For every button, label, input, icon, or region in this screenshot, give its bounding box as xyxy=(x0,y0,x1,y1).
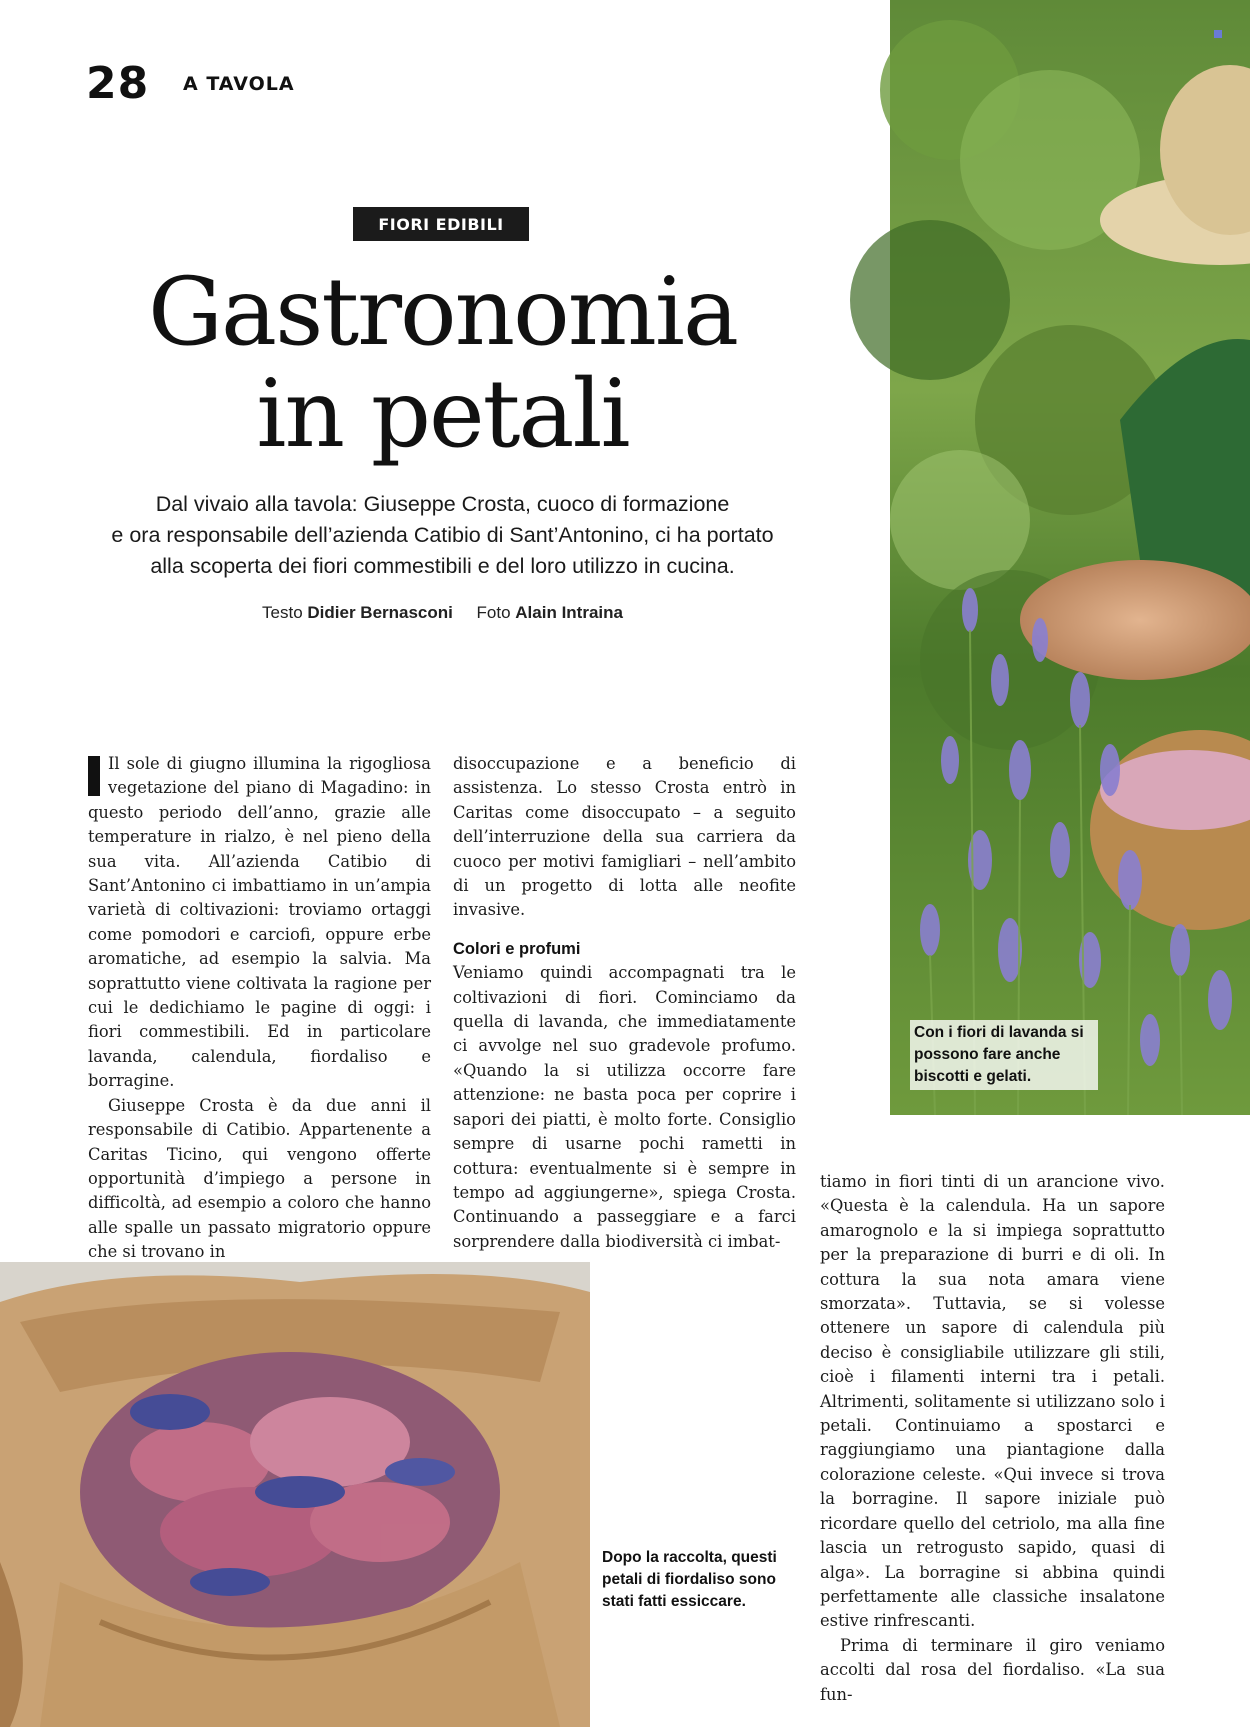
rubric-label: FIORI EDIBILI xyxy=(378,214,504,234)
petal-bag-caption: Dopo la raccolta, questi petali di fiordaliso sono stati fatti essiccare. xyxy=(602,1549,777,1610)
lavender-photo xyxy=(890,0,1250,1115)
body-column-2 xyxy=(453,752,796,1251)
photo-credit-label: Foto xyxy=(476,603,511,622)
lavender-caption: Con i fiori di lavanda si possono fare anche biscotti e gelati. xyxy=(910,1020,1098,1090)
body-column-1 xyxy=(88,752,431,1262)
body-paragraph: tiamo in fiori tinti di un arancione vivo. «Questa è la calendula. Ha un sapore amarognolo e la si impiega soprattutto per la preparazione di burri e di oli. In cottura la sua nota amara viene smorzata». Tuttavia, se si volesse ottenere un sapore di calendula più deciso è consigliabile utilizzare gli stili, cioè i filamenti interni tra i petali. Altrimenti, solitamente si utilizzano solo i petali. Continuiamo a spostarci e raggiungiamo una piantagione dalla colorazione celeste. «Qui invece si trova la borragine. Il sapore iniziale può ricordare quello del cetriolo, ma alla fine lascia un retrogusto sapido, quasi di alga». La borragine si abbina quindi perfettamente alle classiche insalatone estive rinfrescanti. xyxy=(820,1172,1165,1631)
text-credit-label: Testo xyxy=(262,603,303,622)
corner-mark xyxy=(1214,30,1222,38)
paragraph-text: Il sole di giugno illumina la rigogliosa vegetazione del piano di Magadino: in questo periodo dell’anno, grazie alle temperature in rialzo, è nel pieno della sua vita. All’azienda Catibio di Sant’Antonino ci imbattiamo in un’ampia varietà di coltivazioni: troviamo ortaggi come pomodori e carciofi, oppure erbe aromatiche, ad esempio la salvia. Ma soprattutto viene coltivata la ragione per cui le dedichiamo le pagine di oggi: i fiori commestibili. Ed in particolare lavanda, calendula, fiordaliso e borragine. xyxy=(88,754,431,1091)
photo-author: Alain Intraina xyxy=(515,603,623,622)
section-label: A TAVOLA xyxy=(183,73,295,95)
rubric-badge xyxy=(353,207,529,241)
lead-line-1: Dal vivaio alla tavola: Giuseppe Crosta, cuoco di formazione xyxy=(155,492,730,516)
subheading: Colori e profumi xyxy=(453,939,581,958)
lead-line-3: alla scoperta dei fiori commestibili e del loro utilizzo in cucina. xyxy=(150,554,735,578)
title-line-1: Gastronomia xyxy=(147,258,738,367)
article-lead xyxy=(60,489,825,582)
body-column-3 xyxy=(820,1170,1165,1704)
text-author: Didier Bernasconi xyxy=(307,603,453,622)
body-paragraph: Giuseppe Crosta è da due anni il responsabile di Catibio. Appartenente a Caritas Ticino, qui vengono offerte opportunità d’impiego a persone in difficoltà, ad esempio a coloro che hanno alle spalle un passato migratorio oppure che si trovano in xyxy=(88,1095,431,1262)
body-paragraph: Veniamo quindi accompagnati tra le coltivazioni di fiori. Cominciamo da quella di lavanda, che immediatamente ci avvolge nel suo gradevole profumo. «Quando la si utilizza occorre fare attenzione: ne basta poca per coprire i sapori dei piatti, è molto forte. Consiglio sempre di usarne pochi rametti in cottura: eventualmente si è sempre in tempo ad aggiungerne», spiega Crosta. Continuando a passeggiare e a farci sorprendere dalla biodiversità ci imbat- xyxy=(453,963,796,1251)
article-title xyxy=(60,258,825,469)
body-paragraph: Prima di terminare il giro veniamo accolti dal rosa del fiordaliso. «La sua fun- xyxy=(820,1635,1165,1704)
body-paragraph xyxy=(88,752,431,1094)
lead-line-2: e ora responsabile dell’azienda Catibio di Sant’Antonino, ci ha portato xyxy=(111,523,774,547)
body-paragraph: disoccupazione e a beneficio di assistenza. Lo stesso Crosta entrò in Caritas come disoccupato – a seguito dell’interruzione della sua carriera da cuoco per motivi famigliari – nell’ambito di un progetto di lotta alle neofite invasive. xyxy=(453,754,796,920)
page-number: 28 xyxy=(86,58,150,109)
drop-marker xyxy=(88,756,100,796)
petal-bag-photo xyxy=(0,1262,590,1727)
byline xyxy=(60,603,825,623)
title-line-2: in petali xyxy=(256,360,629,469)
